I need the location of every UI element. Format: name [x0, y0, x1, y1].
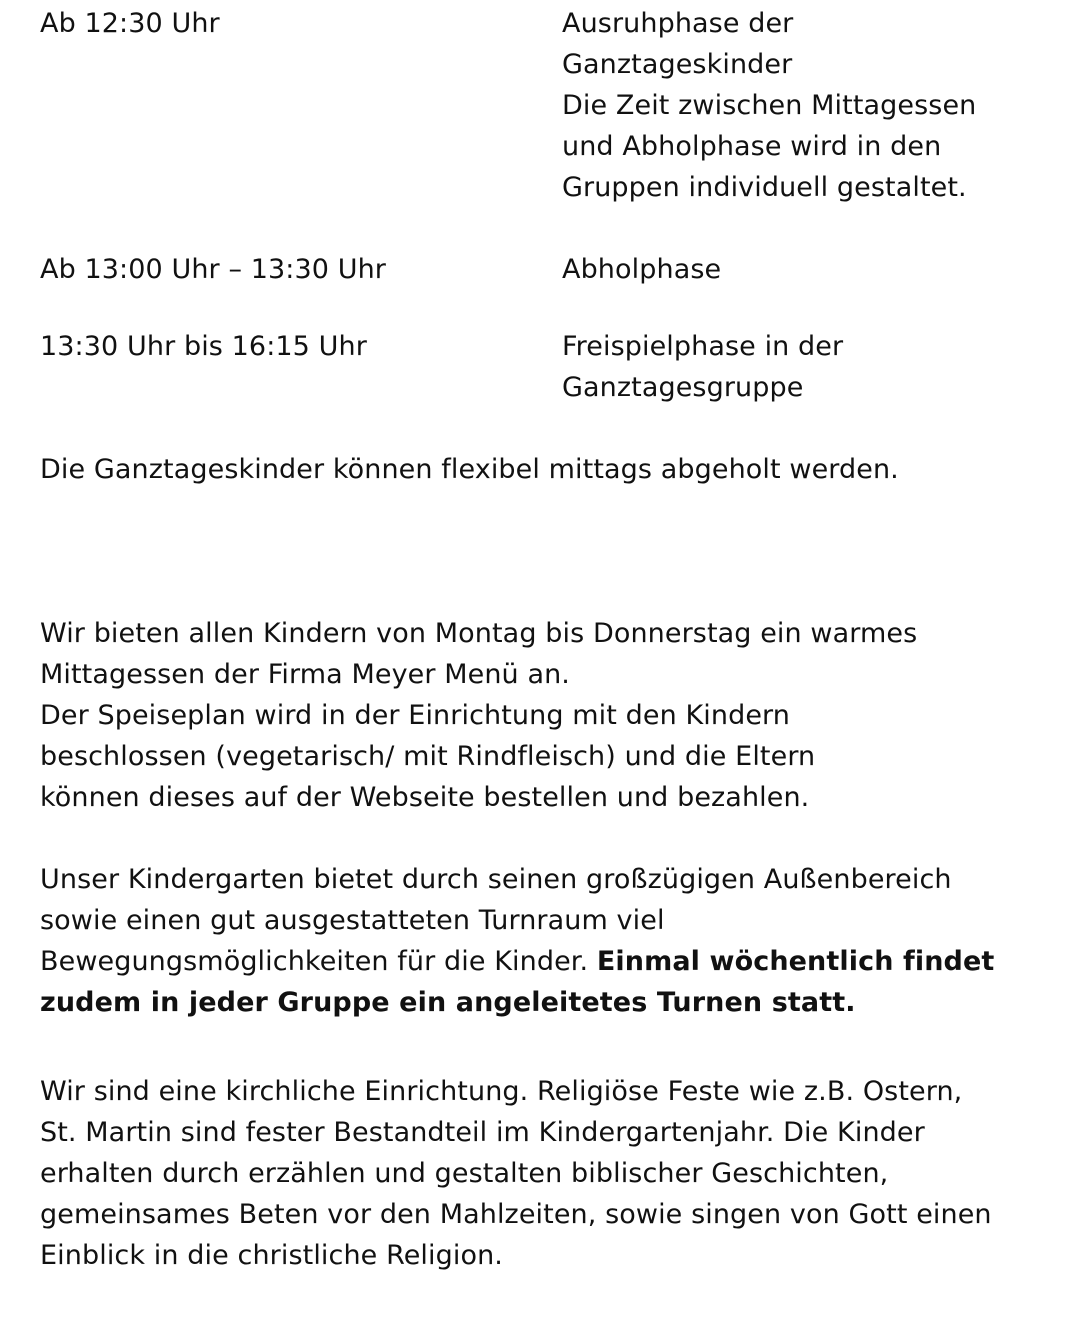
movement-paragraph-line-4: zudem in jeder Gruppe ein angeleitetes Turnen statt. — [40, 987, 856, 1018]
movement-paragraph-line-1: Unser Kindergarten bietet durch seinen großzügigen Außenbereich — [40, 864, 952, 895]
schedule-desc-2-line-1: Abholphase — [562, 254, 722, 285]
lunch-paragraph-line-4: beschlossen (vegetarisch/ mit Rindfleisch) und die Eltern — [40, 741, 816, 772]
movement-paragraph-line-3-normal: Bewegungsmöglichkeiten für die Kinder. — [40, 946, 597, 977]
pickup-note: Die Ganztageskinder können flexibel mittags abgeholt werden. — [40, 454, 899, 485]
religion-paragraph-line-5: Einblick in die christliche Religion. — [40, 1240, 503, 1271]
schedule-desc-1-line-5: Gruppen individuell gestaltet. — [562, 172, 967, 203]
schedule-time-2: Ab 13:00 Uhr – 13:30 Uhr — [40, 254, 386, 285]
religion-paragraph-line-2: St. Martin sind fester Bestandteil im Kindergartenjahr. Die Kinder — [40, 1117, 925, 1148]
schedule-desc-1-line-1: Ausruhphase der — [562, 8, 794, 39]
schedule-desc-1-line-3: Die Zeit zwischen Mittagessen — [562, 90, 977, 121]
religion-paragraph-line-1: Wir sind eine kirchliche Einrichtung. Religiöse Feste wie z.B. Ostern, — [40, 1076, 963, 1107]
religion-paragraph-line-4: gemeinsames Beten vor den Mahlzeiten, sowie singen von Gott einen — [40, 1199, 992, 1230]
religion-paragraph-line-3: erhalten durch erzählen und gestalten biblischer Geschichten, — [40, 1158, 889, 1189]
schedule-time-1: Ab 12:30 Uhr — [40, 8, 220, 39]
schedule-desc-3-line-2: Ganztagesgruppe — [562, 372, 804, 403]
schedule-desc-3-line-1: Freispielphase in der — [562, 331, 844, 362]
lunch-paragraph-line-3: Der Speiseplan wird in der Einrichtung mit den Kindern — [40, 700, 790, 731]
schedule-desc-1-line-2: Ganztageskinder — [562, 49, 793, 80]
movement-paragraph-line-2: sowie einen gut ausgestatteten Turnraum viel — [40, 905, 665, 936]
lunch-paragraph-line-1: Wir bieten allen Kindern von Montag bis Donnerstag ein warmes — [40, 618, 918, 649]
schedule-time-3: 13:30 Uhr bis 16:15 Uhr — [40, 331, 367, 362]
schedule-desc-1-line-4: und Abholphase wird in den — [562, 131, 942, 162]
movement-paragraph-line-3 — [40, 941, 994, 982]
lunch-paragraph-line-2: Mittagessen der Firma Meyer Menü an. — [40, 659, 570, 690]
movement-paragraph-line-3-bold: Einmal wöchentlich findet — [596, 946, 995, 977]
lunch-paragraph-line-5: können dieses auf der Webseite bestellen und bezahlen. — [40, 782, 810, 813]
